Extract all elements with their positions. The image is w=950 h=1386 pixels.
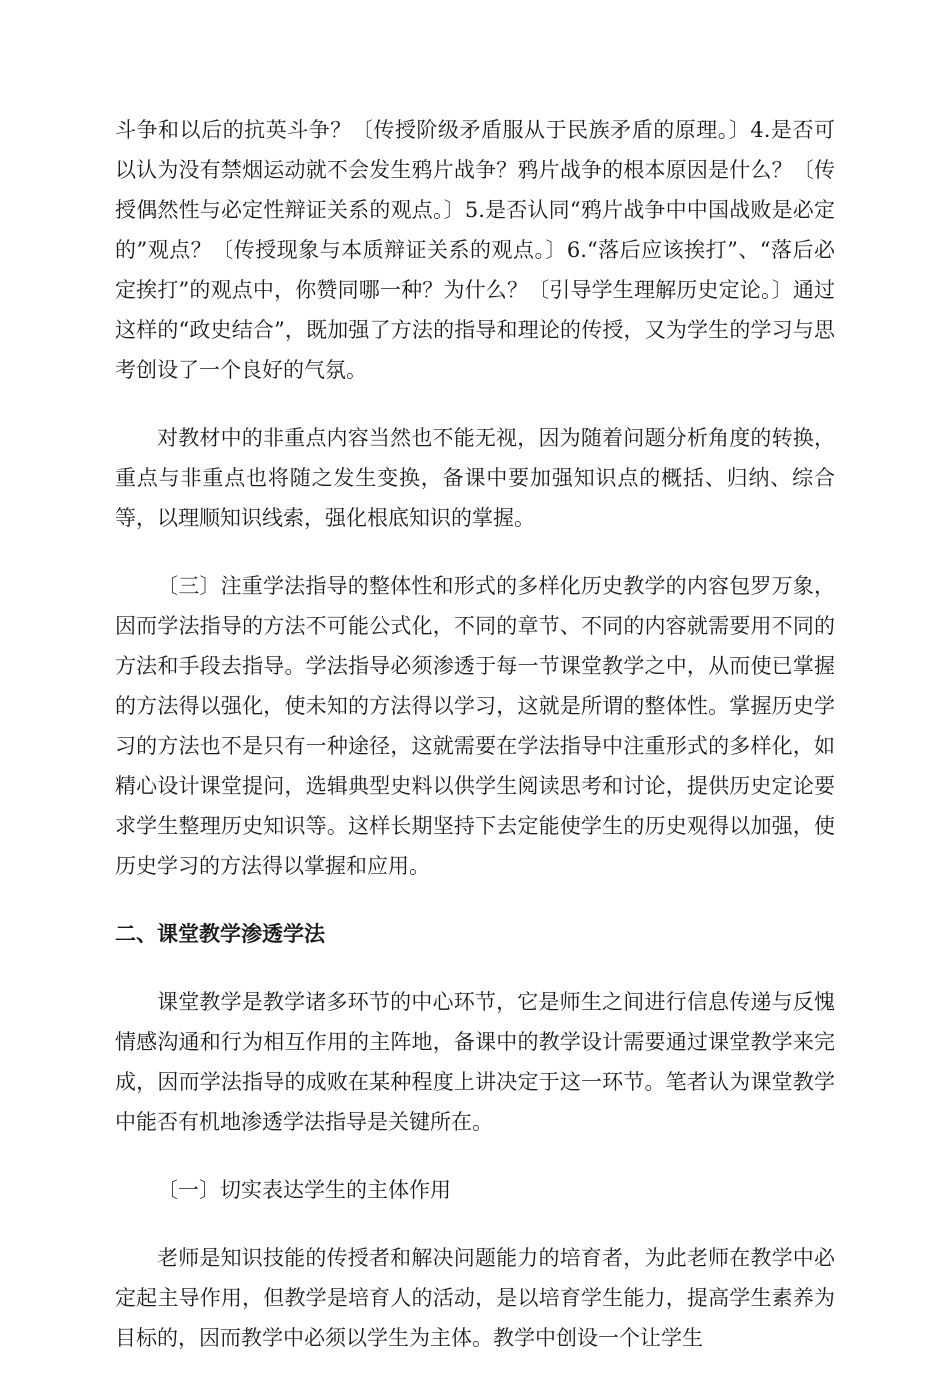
paragraph-teacher-role: 老师是知识技能的传授者和解决问题能力的培育者，为此老师在教学中必定起主导作用，但教学是培育人的活动，是以培育学生能力，提高学生素养为目标的，因而教学中必须以学生为主体。教学中创设一个让学生 (115, 1246, 835, 1350)
subsection-heading: 〔一〕切实表达学生的主体作用 (157, 1178, 451, 1202)
paragraph-opium-war-questions: 斗争和以后的抗英斗争？〔传授阶级矛盾服从于民族矛盾的原理。〕4.是否可以认为没有禁烟运动就不会发生鸦片战争？鸦片战争的根本原因是什么？〔传授偶然性与必定性辩证关系的观点。〕5.是否认同“鸦片战争中中国战败是必定的”观点？〔传授现象与本质辩证关系的观点。〕6.“落后应该挨打”、“落后必定挨打”的观点中，你赞同哪一种？为什么？〔引导学生理解历史定论。〕通过这样的“政史结合”，既加强了方法的指导和理论的传授，又为学生的学习与思考创设了一个良好的气氛。 (115, 118, 835, 382)
section-heading: 二、课堂教学渗透学法 (115, 922, 325, 946)
paragraph-study-method-guidance: 〔三〕注重学法指导的整体性和形式的多样化历史教学的内容包罗万象，因而学法指导的方法不可能公式化，不同的章节、不同的内容就需要用不同的方法和手段去指导。学法指导必须渗透于每一节课堂教学之中，从而使已掌握的方法得以强化，使未知的方法得以学习，这就是所谓的整体性。掌握历史学习的方法也不是只有一种途径，这就需要在学法指导中注重形式的多样化，如精心设计课堂提问，选辑典型史料以供学生阅读思考和讨论，提供历史定论要求学生整理历史知识等。这样长期坚持下去定能使学生的历史观得以加强，使历史学习的方法得以掌握和应用。 (115, 574, 835, 878)
paragraph-classroom-teaching: 课堂教学是教学诸多环节的中心环节，它是师生之间进行信息传递与反愧情感沟通和行为相互作用的主阵地，备课中的教学设计需要通过课堂教学来完成，因而学法指导的成败在某种程度上讲决定于这一环节。笔者认为课堂教学中能否有机地渗透学法指导是关键所在。 (115, 990, 835, 1134)
document-body (115, 110, 835, 1386)
paragraph-non-key-content: 对教材中的非重点内容当然也不能无视，因为随着问题分析角度的转换，重点与非重点也将随之发生变换，备课中要加强知识点的概括、归纳、综合等，以理顺知识线索，强化根底知识的掌握。 (115, 426, 835, 530)
